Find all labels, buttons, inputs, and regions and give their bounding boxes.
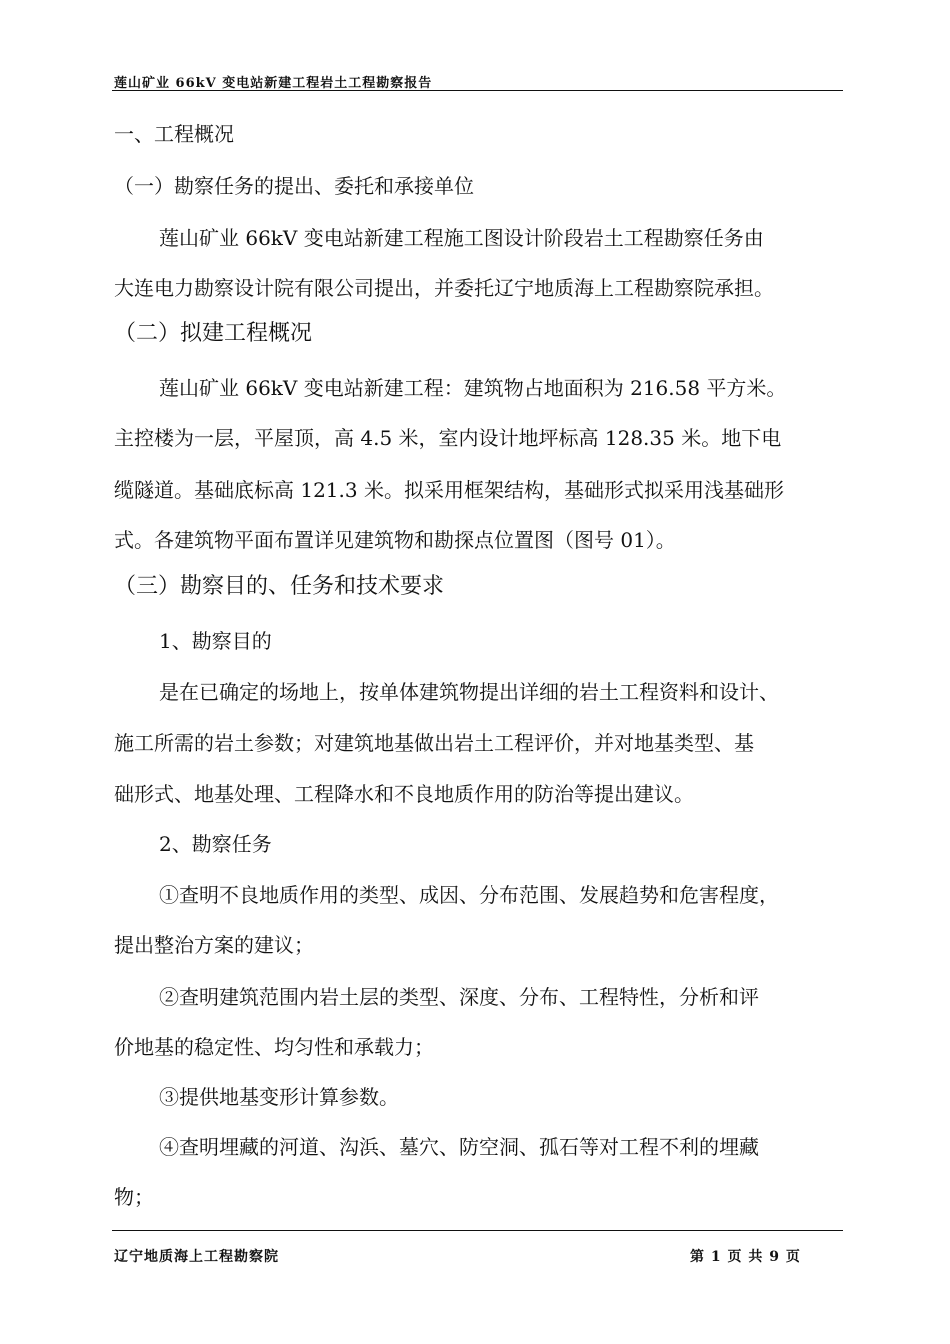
subsection-title-1: （一）勘察任务的提出、委托和承接单位 bbox=[114, 174, 474, 198]
subsection-title-2: （二）拟建工程概况 bbox=[114, 321, 313, 346]
list-item: ③提供地基变形计算参数。 bbox=[159, 1085, 399, 1109]
paragraph-line: 缆隧道。基础底标高 121.3 米。拟采用框架结构，基础形式拟采用浅基础形 bbox=[114, 478, 784, 502]
paragraph-line: 莲山矿业 66kV 变电站新建工程施工图设计阶段岩土工程勘察任务由 bbox=[159, 226, 764, 250]
header-title: 莲山矿业 66kV 变电站新建工程岩土工程勘察报告 bbox=[114, 76, 433, 91]
list-item: ②查明建筑范围内岩土层的类型、深度、分布、工程特性，分析和评 bbox=[159, 985, 759, 1009]
paragraph-line: 是在已确定的场地上，按单体建筑物提出详细的岩土工程资料和设计、 bbox=[159, 680, 779, 704]
paragraph-line: 施工所需的岩土参数；对建筑地基做出岩土工程评价，并对地基类型、基 bbox=[114, 731, 754, 755]
item-title-1: 1、勘察目的 bbox=[159, 629, 272, 653]
section-title: 一、工程概况 bbox=[114, 122, 234, 146]
footer-divider bbox=[112, 1230, 843, 1231]
list-item-continuation: 提出整治方案的建议； bbox=[114, 933, 314, 957]
list-item: ④查明埋藏的河道、沟浜、墓穴、防空洞、孤石等对工程不利的埋藏 bbox=[159, 1135, 759, 1159]
list-item: ①查明不良地质作用的类型、成因、分布范围、发展趋势和危害程度， bbox=[159, 883, 779, 907]
footer-organization: 辽宁地质海上工程勘察院 bbox=[114, 1249, 279, 1265]
list-item-continuation: 物； bbox=[114, 1185, 154, 1209]
paragraph-line: 主控楼为一层，平屋顶，高 4.5 米，室内设计地坪标高 128.35 米。地下电 bbox=[114, 426, 782, 450]
subsection-title-3: （三）勘察目的、任务和技术要求 bbox=[114, 574, 445, 599]
paragraph-line: 大连电力勘察设计院有限公司提出，并委托辽宁地质海上工程勘察院承担。 bbox=[114, 276, 774, 300]
item-title-2: 2、勘察任务 bbox=[159, 832, 272, 856]
header-divider bbox=[112, 90, 843, 91]
footer-page-number: 第 1 页 共 9 页 bbox=[690, 1249, 801, 1265]
paragraph-line: 莲山矿业 66kV 变电站新建工程：建筑物占地面积为 216.58 平方米。 bbox=[159, 376, 787, 400]
list-item-continuation: 价地基的稳定性、均匀性和承载力； bbox=[114, 1035, 434, 1059]
paragraph-line: 式。各建筑物平面布置详见建筑物和勘探点位置图（图号 01）。 bbox=[114, 528, 676, 552]
paragraph-line: 础形式、地基处理、工程降水和不良地质作用的防治等提出建议。 bbox=[114, 782, 694, 806]
